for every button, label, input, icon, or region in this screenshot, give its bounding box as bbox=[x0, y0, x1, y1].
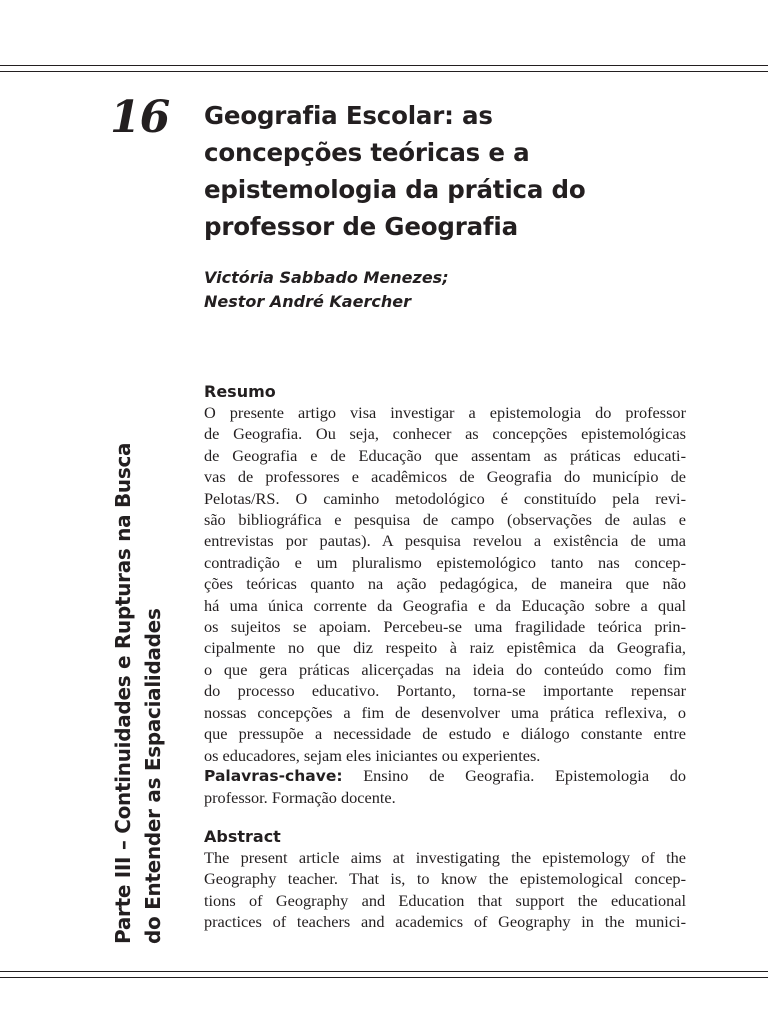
abstract-section bbox=[204, 827, 686, 933]
chapter-title-line: epistemologia da prática do bbox=[204, 175, 586, 204]
text-line: nossas concepções a fim de desenvolver uma prática reflexiva, o bbox=[204, 702, 686, 722]
chapter-number: 16 bbox=[110, 92, 170, 143]
text-line: há uma única corrente da Geografia e da Educação sobre a qual bbox=[204, 595, 686, 615]
keywords-line: professor. Formação docente. bbox=[204, 788, 396, 808]
text-line: os educadores, sejam eles iniciantes ou experientes. bbox=[204, 745, 541, 765]
abstract-text bbox=[204, 847, 686, 933]
text-line: Geography teacher. That is, to know the epistemological concep- bbox=[204, 869, 686, 889]
chapter-title-line: professor de Geografia bbox=[204, 212, 518, 241]
resumo-text bbox=[204, 402, 686, 766]
text-line: de Geografia e de Educação que assentam as práticas educati- bbox=[204, 445, 686, 465]
part-side-title bbox=[108, 443, 168, 944]
text-line: entrevistas por pautas). A pesquisa revelou a existência de uma bbox=[204, 531, 686, 551]
keywords-text: Ensino de Geografia. Epistemologia do bbox=[342, 766, 686, 785]
top-rule-inner bbox=[0, 71, 768, 72]
text-line: The present article aims at investigating the epistemology of the bbox=[204, 848, 686, 867]
bottom-rule-inner bbox=[0, 971, 768, 972]
text-line: O presente artigo visa investigar a epistemologia do professor bbox=[204, 403, 686, 422]
part-side-title-line: Parte III – Continuidades e Rupturas na Busca bbox=[111, 442, 135, 944]
resumo-heading: Resumo bbox=[204, 382, 276, 401]
text-line: de Geografia. Ou seja, conhecer as concepções epistemológicas bbox=[204, 424, 686, 444]
abstract-heading: Abstract bbox=[204, 827, 281, 846]
text-line: ções teóricas quanto na ação pedagógica, de maneira que não bbox=[204, 574, 686, 594]
text-line: são bibliográfica e pesquisa de campo (observações de aulas e bbox=[204, 510, 686, 530]
text-line: vas de professores e acadêmicos de Geografia do município de bbox=[204, 467, 686, 487]
part-side-title-line: do Entender as Espacialidades bbox=[141, 608, 165, 944]
chapter-title-line: Geografia Escolar: as bbox=[204, 101, 493, 130]
author-line: Victória Sabbado Menezes; bbox=[204, 268, 449, 287]
chapter-title bbox=[204, 97, 674, 245]
text-line: Pelotas/RS. O caminho metodológico é constituído pela revi- bbox=[204, 488, 686, 508]
keywords-section bbox=[204, 765, 686, 809]
resumo-section bbox=[204, 382, 686, 766]
text-line: os sujeitos se apoiam. Percebeu-se uma fragilidade teórica prin- bbox=[204, 617, 686, 637]
text-line: tions of Geography and Education that support the educational bbox=[204, 890, 686, 910]
bottom-rule-outer bbox=[0, 977, 768, 978]
top-rule-outer bbox=[0, 65, 768, 66]
keywords-label: Palavras-chave: bbox=[204, 767, 343, 785]
text-line: o que gera práticas alicerçadas na ideia do conteúdo como fim bbox=[204, 659, 686, 679]
keywords-line bbox=[204, 765, 686, 787]
text-line: do processo educativo. Portanto, torna-se importante repensar bbox=[204, 681, 686, 701]
chapter-title-line: concepções teóricas e a bbox=[204, 138, 530, 167]
text-line: contradição e um pluralismo epistemológico tanto nas concep- bbox=[204, 552, 686, 572]
authors bbox=[204, 266, 449, 314]
text-line: que pressupõe a necessidade de estudo e diálogo constante entre bbox=[204, 724, 686, 744]
text-line: practices of teachers and academics of Geography in the munici- bbox=[204, 912, 686, 932]
text-line: cipalmente no que diz respeito à raiz epistêmica da Geografia, bbox=[204, 638, 686, 658]
author-line: Nestor André Kaercher bbox=[204, 292, 411, 311]
